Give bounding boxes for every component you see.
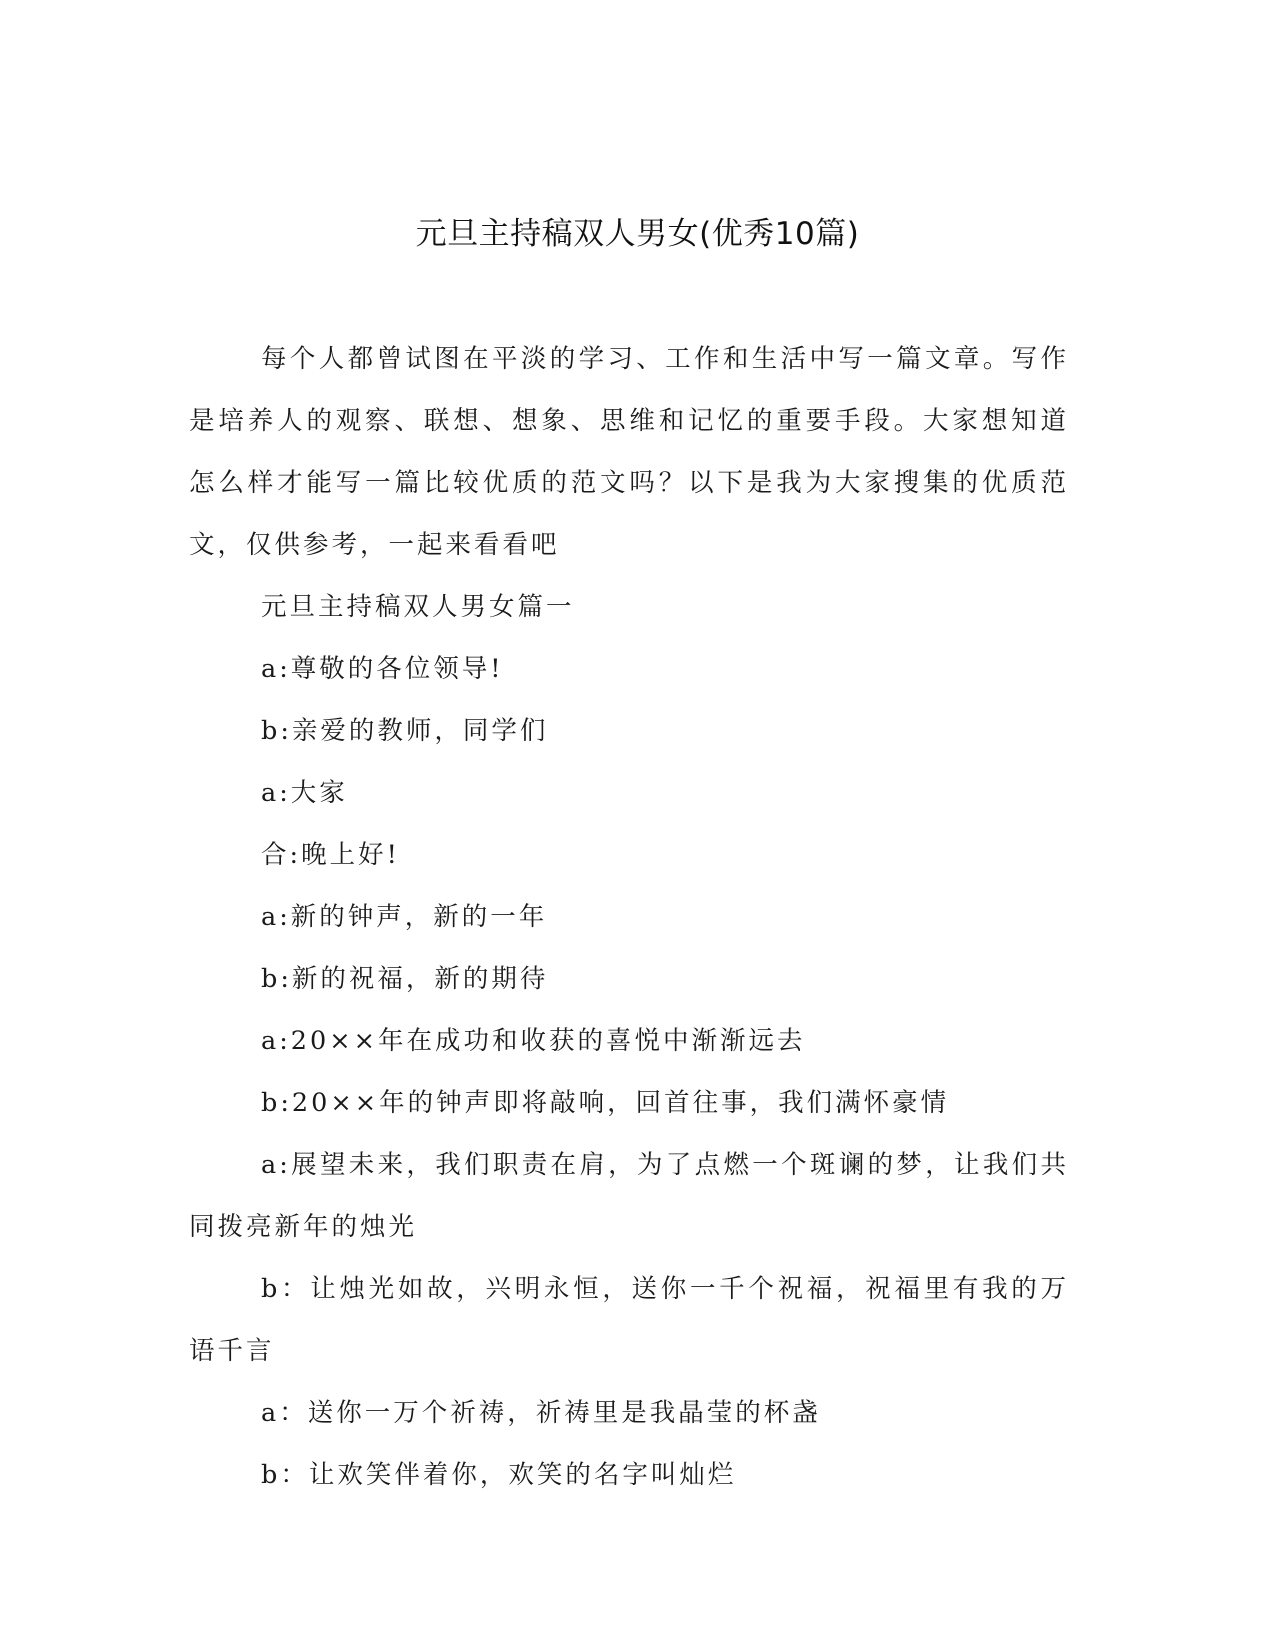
dialogue-line: b:20××年的钟声即将敲响，回首往事，我们满怀豪情 — [261, 1088, 950, 1118]
dialogue-line: a:20××年在成功和收获的喜悦中渐渐远去 — [261, 1026, 806, 1056]
dialogue-line: a:新的钟声，新的一年 — [261, 902, 548, 932]
dialogue-line: b:亲爱的教师，同学们 — [261, 716, 549, 746]
dialogue-line: a:尊敬的各位领导! — [261, 654, 504, 684]
dialogue-line: a：送你一万个祈祷，祈祷里是我晶莹的杯盏 — [261, 1398, 821, 1428]
intro-paragraph: 每个人都曾试图在平淡的学习、工作和生活中写一篇文章。写作是培养人的观察、联想、想象、思维和记忆的重要手段。大家想知道怎么样才能写一篇比较优质的范文吗？以下是我为大家搜集的优质范文，仅供参考，一起来看看吧 — [189, 344, 1069, 560]
dialogue-line: b:新的祝福，新的期待 — [261, 964, 549, 994]
dialogue-line: a:展望未来，我们职责在肩，为了点燃一个斑谰的梦，让我们共同拨亮新年的烛光 — [189, 1150, 1069, 1242]
dialogue-line: b：让烛光如故，兴明永恒，送你一千个祝福，祝福里有我的万语千言 — [189, 1274, 1069, 1366]
dialogue-line: b：让欢笑伴着你，欢笑的名字叫灿烂 — [261, 1460, 737, 1490]
dialogue-line: 合:晚上好! — [261, 840, 400, 870]
document-body — [189, 328, 1069, 1506]
document-title: 元旦主持稿双人男女(优秀10篇) — [415, 216, 860, 252]
dialogue-line: a:大家 — [261, 778, 348, 808]
section-heading: 元旦主持稿双人男女篇一 — [261, 592, 575, 622]
